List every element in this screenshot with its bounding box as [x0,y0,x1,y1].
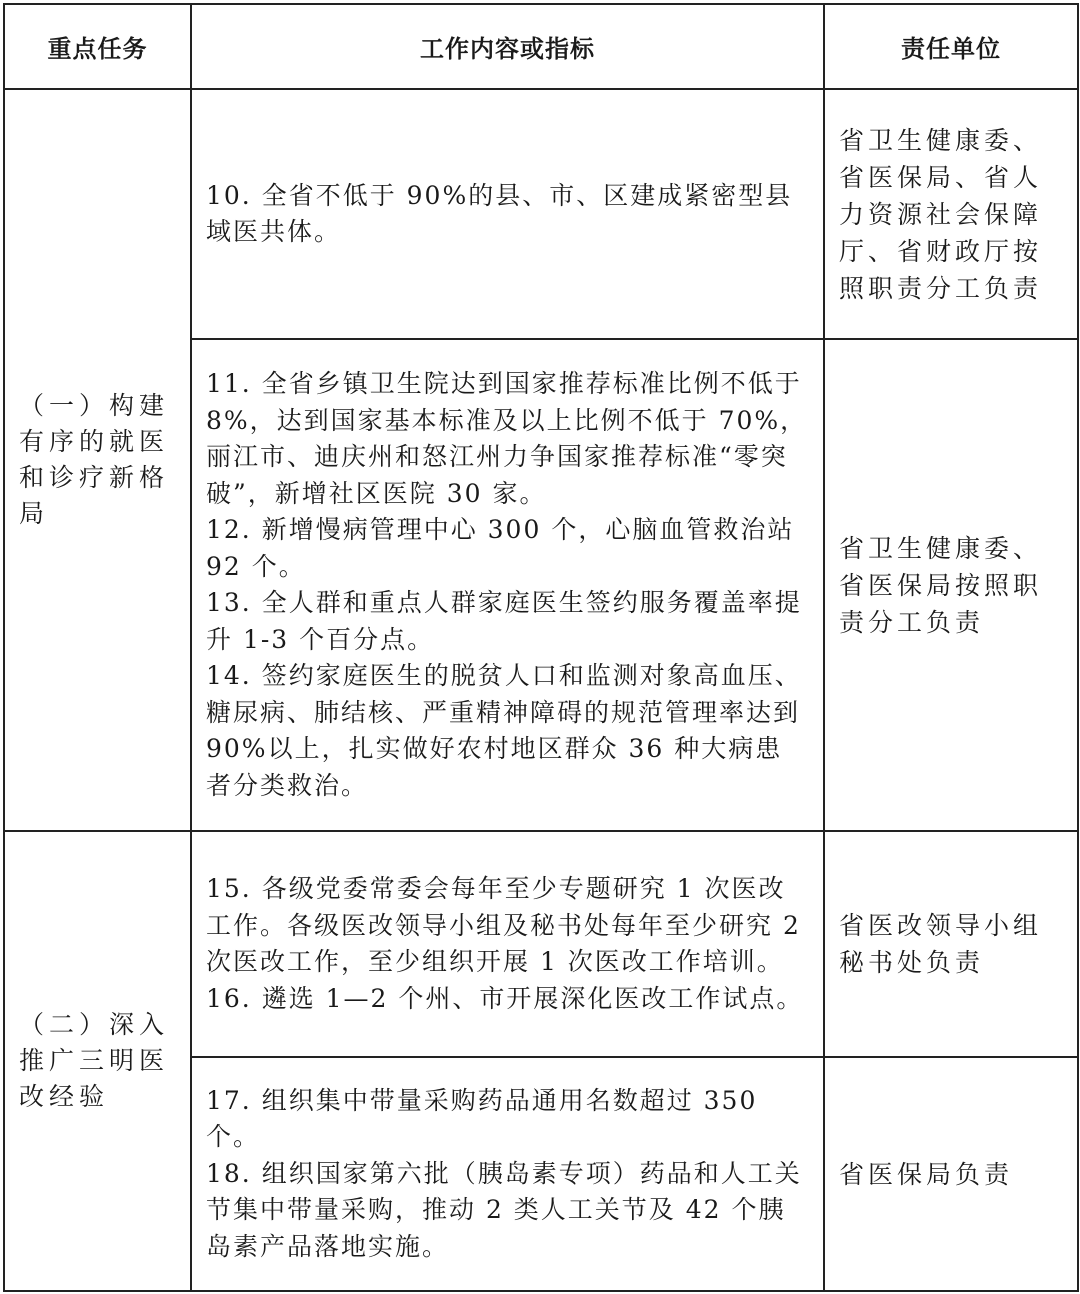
content-item: 18. 组织国家第六批（胰岛素专项）药品和人工关节集中带量采购，推动 2 类人工关节及 42 个胰岛素产品落地实施。 [206,1158,802,1261]
unit-cell: 省卫生健康委、省医保局按照职责分工负责 [824,339,1078,831]
content-cell [191,339,824,831]
content-item: 14. 签约家庭医生的脱贫人口和监测对象高血压、糖尿病、肺结核、严重精神障碍的规范管理率达到 90%以上，扎实做好农村地区群众 36 种大病患者分类救治。 [206,661,802,800]
table-row [4,831,1078,1057]
header-row [4,4,1078,89]
category-cell: （一）构建有序的就医和诊疗新格局 [4,89,191,831]
content-item: 15. 各级党委常委会每年至少专题研究 1 次医改工作。各级医改领导小组及秘书处每年至少研究 2 次医改工作，至少组织开展 1 次医改工作培训。 [206,874,801,976]
content-item: 12. 新增慢病管理中心 300 个，心脑血管救治站 92 个。 [206,515,795,581]
content-item: 10. 全省不低于 90%的县、市、区建成紧密型县域医共体。 [206,180,793,246]
content-item: 13. 全人群和重点人群家庭医生签约服务覆盖率提升 1-3 个百分点。 [206,588,802,654]
content-cell [191,1057,824,1291]
content-item: 11. 全省乡镇卫生院达到国家推荐标准比例不低于 8%，达到国家基本标准及以上比例不低于 70%，丽江市、迪庆州和怒江州力争国家推荐标准“零突破”，新增社区医院 30 家。 [206,369,808,508]
unit-cell: 省卫生健康委、省医保局、省人力资源社会保障厅、省财政厅按照职责分工负责 [824,89,1078,339]
unit-cell: 省医保局负责 [824,1057,1078,1291]
header-content: 工作内容或指标 [191,4,824,89]
content-item: 17. 组织集中带量采购药品通用名数超过 350 个。 [206,1085,758,1152]
category-cell: （二）深入推广三明医改经验 [4,831,191,1291]
header-task: 重点任务 [4,4,191,89]
content-cell [191,831,824,1057]
header-unit: 责任单位 [824,4,1078,89]
table-row [4,89,1078,339]
task-table [3,3,1079,1292]
content-cell [191,89,824,339]
unit-cell: 省医改领导小组秘书处负责 [824,831,1078,1057]
content-item: 16. 遴选 1—2 个州、市开展深化医改工作试点。 [206,983,804,1013]
